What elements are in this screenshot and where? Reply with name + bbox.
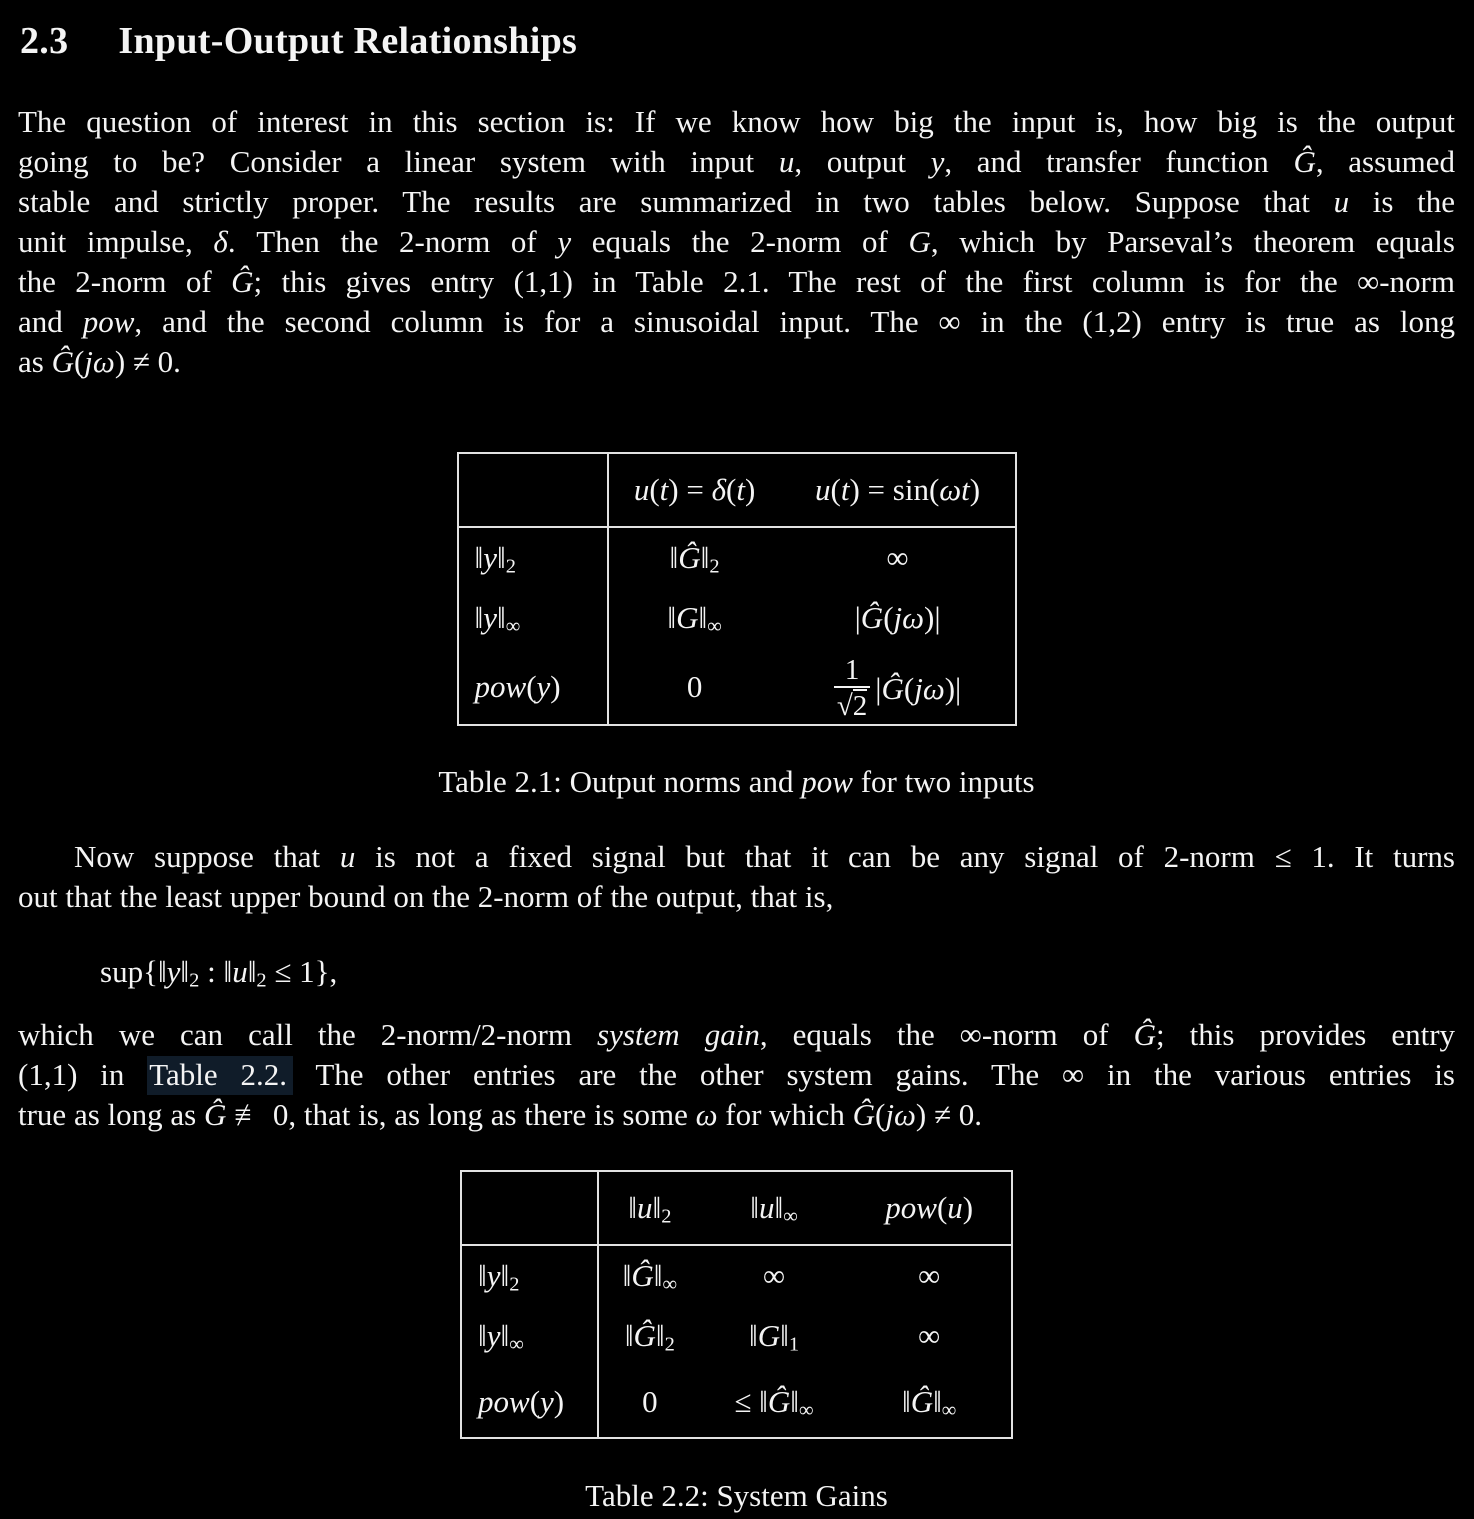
table-row [461,1367,1012,1438]
section-number: 2.3 [20,20,69,62]
text-segment: true as long as Ĝ ≢ 0, that is, as long as there is some ω for which Ĝ(jω) ≠ 0. [18,1097,982,1132]
row-label: $‖y‖_\infty$ [458,587,608,649]
table-row [461,1245,1012,1305]
text-line [18,1095,1455,1135]
row-label: $‖y‖_2$ [461,1245,598,1305]
text-line: and pow, and the second column is for a sinusoidal input. The ∞ in the (1,2) entry is true as long [18,304,1455,339]
table-corner-cell [458,453,608,527]
row-label: pow(y) [458,649,608,725]
table-row [458,587,1016,649]
text-segment: (1,1) in [18,1057,148,1092]
text-line: going to be? Consider a linear system with input u, output y, and transfer function Ĝ, assumed [18,144,1456,179]
table-cell: ≤ $‖Ĝ‖_\infty$ [734,1384,814,1422]
column-header-sinusoid: u(t) = sin(ωt) [781,453,1016,527]
table-cell: $‖Ĝ‖_\infty$ [901,1384,957,1422]
table-cell: |Ĝ(jω)| [854,600,941,635]
table-2-1 [457,452,1017,726]
text-line [18,1015,1455,1055]
table-cell: ∞ [886,539,909,575]
table-row [458,527,1016,587]
text-line: unit impulse, δ. Then the 2-norm of y equals the 2-norm of G, which by Parseval’s theorem equals [18,224,1455,259]
section-heading [20,18,1455,64]
table-2-2-caption: Table 2.2: System Gains [585,1478,888,1513]
table-cell: 0 [642,1384,658,1419]
row-label: $‖y‖_\infty$ [461,1305,598,1367]
table-corner-cell [461,1171,598,1245]
row-label: $‖y‖_2$ [458,527,608,587]
table-cell: $‖G‖_\infty$ [667,600,722,638]
table-cell: $‖Ĝ‖_\infty$ [622,1257,678,1295]
column-header-impulse: u(t) = δ(t) [608,453,781,527]
text-line [18,1055,1455,1095]
row-label: pow(y) [461,1367,598,1438]
table-2-2-link[interactable]: Table 2.2. [147,1056,293,1095]
paragraph-3 [18,1015,1455,1135]
table-row [461,1305,1012,1367]
display-formula: $sup\{‖y‖_2$ : $‖u‖_2 \le 1$}, [100,954,338,992]
fraction-denominator: √2 [834,686,870,722]
fraction-rest: |Ĝ(jω)| [875,671,962,706]
table-cell: $‖Ĝ‖_2$ [669,539,720,577]
fraction [834,656,870,721]
text-line: stable and strictly proper. The results are summarized in two tables below. Suppose that u is the [18,184,1455,219]
text-line: Now suppose that u is not a fixed signal but that it can be any signal of 2-norm ≤ 1. It turns [74,839,1455,874]
table-cell: ∞ [762,1257,786,1293]
text-segment: which we can call the 2-norm/2-norm system gain, equals the ∞-norm of Ĝ; this provides entry [18,1017,1456,1052]
column-header-u2: $‖u‖_2$ [598,1171,701,1245]
text-line: out that the least upper bound on the 2-norm of the output, that is, [18,879,834,914]
column-header-uinf: $‖u‖_\infty$ [701,1171,848,1245]
column-header-powu: pow(u) [847,1171,1012,1245]
fraction-numerator: 1 [844,654,860,687]
table-row [458,649,1016,725]
text-line: The question of interest in this section is: If we know how big the input is, how big is the output [18,104,1455,139]
paragraph-2 [18,837,1455,917]
text-line: as Ĝ(jω) ≠ 0. [18,344,181,379]
text-segment: The other entries are the other system gains. The ∞ in the various entries is [293,1057,1455,1092]
table-2-1-caption: Table 2.1: Output norms and pow for two inputs [438,764,1035,799]
table-cell [781,649,1016,725]
table-cell: 0 [686,668,703,704]
table-cell: $‖G‖_1$ [748,1318,800,1356]
table-cell: ∞ [918,1318,941,1353]
table-cell: $‖Ĝ‖_2$ [624,1318,675,1356]
paragraph-1 [18,102,1455,382]
section-title: Input-Output Relationships [118,20,578,62]
text-line: the 2-norm of Ĝ; this gives entry (1,1) in Table 2.1. The rest of the first column is for the ∞-norm [18,264,1455,299]
table-2-2 [460,1170,1013,1439]
table-cell: ∞ [918,1257,941,1293]
